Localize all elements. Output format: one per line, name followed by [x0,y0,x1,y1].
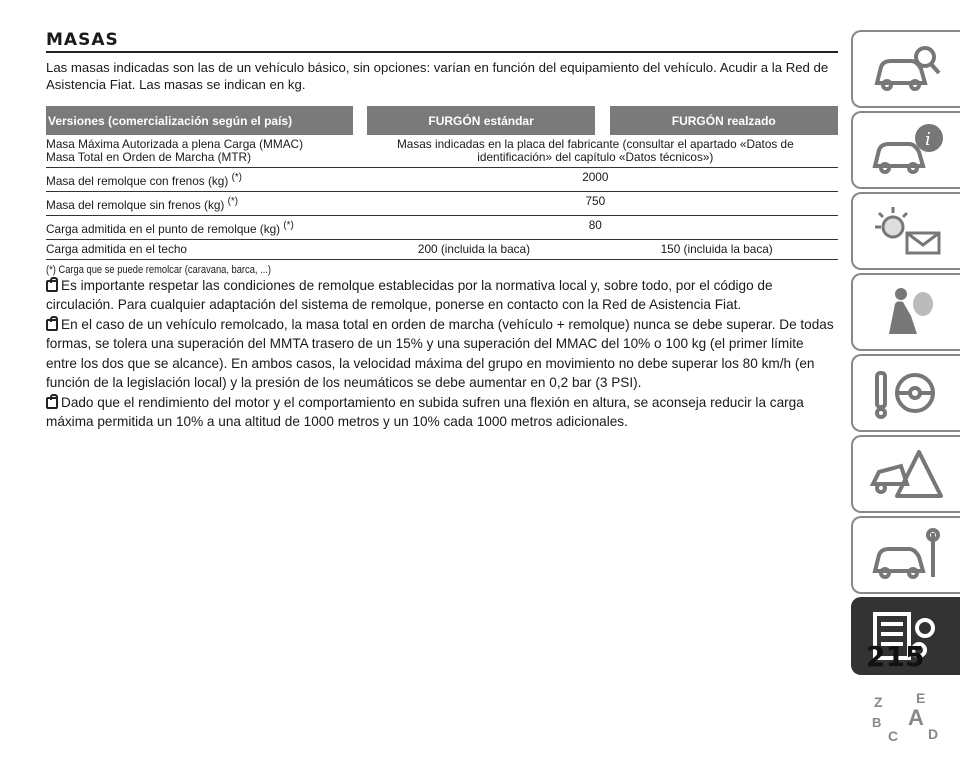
tab-warning-lights[interactable] [851,192,960,270]
index-letter: B [871,715,881,730]
row-value: 80 [353,215,838,239]
table-row [46,191,838,215]
row-value-estandar: 200 (incluida la baca) [353,239,596,259]
header-versions: Versiones (comercialización según el país) [46,106,353,135]
lock-warning-icon [46,397,58,409]
tab-airbag-seat[interactable] [851,273,960,351]
table-footnote: (*) Carga que se puede remolcar (caravana, barca, ...) [46,263,272,276]
table-header-row [46,106,838,135]
index-letter: E [915,690,925,706]
tab-key-steering[interactable] [851,354,960,432]
car-info-icon [867,120,947,180]
footnote-mark: (*) [231,172,242,183]
alphabetical-index-icon [866,687,946,747]
tab-car-service[interactable] [851,516,960,594]
tab-car-search[interactable] [851,30,960,108]
car-search-icon [867,39,947,99]
tab-alphabetical-index[interactable] [851,678,960,756]
note-paragraph: Es importante respetar las condiciones de remolque establecidas por la normativa local y, sobre todo, por el código de circulación. Para cualquier adaptación del sistema de remolque, ponerse en contacto con la Red de Asistencia Fiat. [46,277,773,313]
masses-table [46,106,838,260]
index-letter: A [907,705,924,730]
row-label: Carga admitida en el punto de remolque (kg) (*) [46,215,353,239]
index-letter: C [887,728,898,744]
header-furgon-realzado: FURGÓN realzado [610,106,839,135]
table-row [46,168,838,192]
row-label: Masa del remolque con frenos (kg) (*) [46,168,353,192]
row-value: Masas indicadas en la placa del fabricante (consultar el apartado «Datos de identificación» del capítulo «Datos técnicos») [353,135,838,168]
table-row [46,239,838,259]
car-warning-triangle-icon [867,444,947,504]
row-label: Masa del remolque sin frenos (kg) (*) [46,191,353,215]
warning-lights-icon [867,201,947,261]
row-value: 2000 [353,168,838,192]
row-label: Masa Máxima Autorizada a plena Carga (MMAC) Masa Total en Orden de Marcha (MTR) [46,135,353,168]
table-row [46,215,838,239]
row-label: Carga admitida en el techo [46,239,353,259]
tab-car-warning[interactable] [851,435,960,513]
header-furgon-estandar: FURGÓN estándar [367,106,595,135]
footnote-mark: (*) [283,219,294,231]
note-paragraph: Dado que el rendimiento del motor y el comportamiento en subida sufren una flexión en altura, se aconseja reducir la carga máxima permitida un 10% a una altitud de 1000 metros y un 10% cada 1000 metros adicionales. [46,394,804,430]
tab-car-info[interactable] [851,111,960,189]
table-row [46,135,838,168]
footnote-mark: (*) [227,195,238,207]
row-value: 750 [353,191,838,215]
svg-text:i: i [924,129,931,150]
note-paragraph: En el caso de un vehículo remolcado, la masa total en orden de marcha (vehículo + remolque) nunca se debe superar. De todas formas, se tolera una superación del MMTA trasero de un 15% y una superación del MMAC del 10% o 100 kg (el primer límite entre los dos que se alcance). En ambos casos, la velocidad máxima del grupo en movimiento no debe superar los 80 km/h (en función de la legislación local) y la presión de los neumáticos se debe aumentar en 0,2 bar (3 PSI). [46,316,834,391]
lock-warning-icon [46,319,58,331]
title-rule [46,51,838,53]
index-letter: D [927,726,938,742]
key-steering-wheel-icon [867,363,947,423]
index-letter: Z [873,694,883,710]
airbag-seat-icon [867,282,947,342]
page-number: 215 [866,640,925,673]
lock-warning-icon [46,280,58,292]
main-content [46,30,838,432]
row-value-realzado: 150 (incluida la baca) [595,239,838,259]
intro-text: Las masas indicadas son las de un vehículo básico, sin opciones: varían en función del equipamiento del vehículo. Acudir a la Red de Asistencia Fiat. Las masas se indican en kg. [46,60,829,92]
page-title: MASAS [46,30,119,50]
car-service-tools-icon [867,525,947,585]
